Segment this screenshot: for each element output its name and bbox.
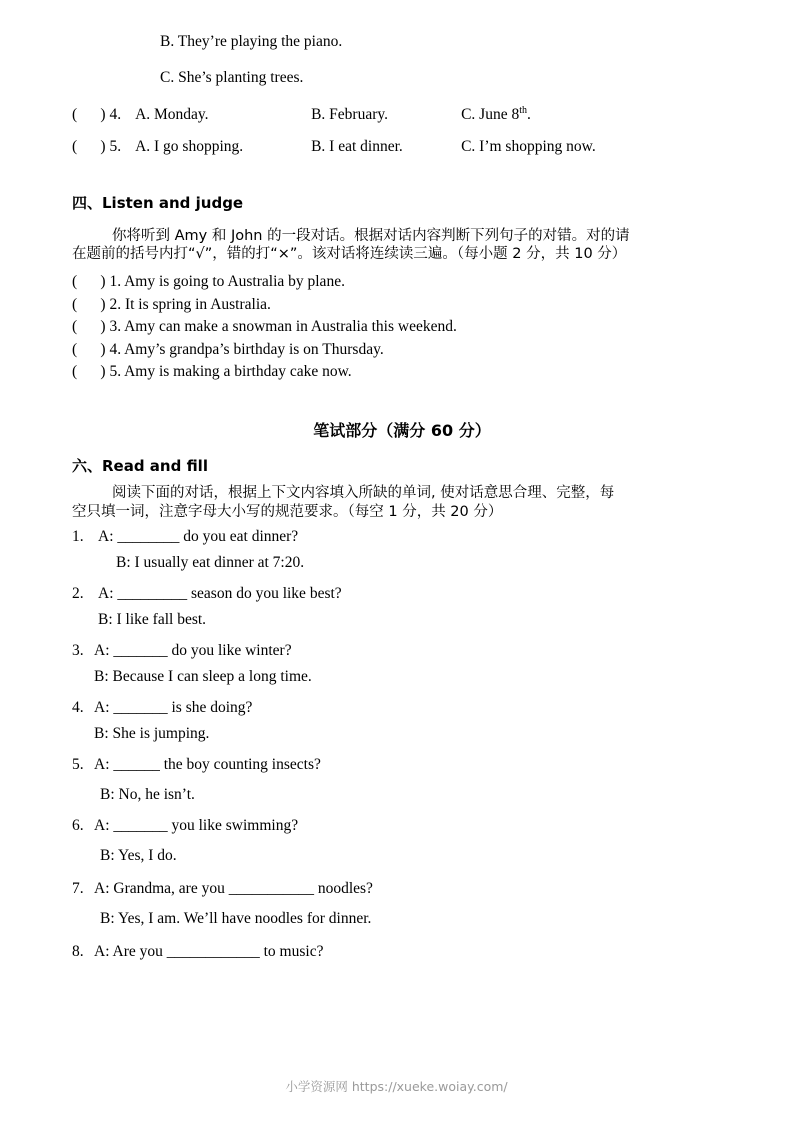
section-six-instruction-2: 空只填一词，注意字母大小写的规范要求。（每空 1 分，共 20 分） bbox=[72, 503, 503, 520]
mc-opt-a-4: A. Monday. bbox=[135, 106, 209, 124]
section-four-heading: 四、Listen and judge bbox=[72, 194, 244, 213]
fill-item-7 bbox=[72, 881, 732, 926]
fill-b-3: B: Because I can sleep a long time. bbox=[94, 667, 312, 685]
fill-a-1: A: ________ do you eat dinner? bbox=[98, 528, 299, 546]
option-b-line: B. They’re playing the piano. bbox=[160, 33, 343, 50]
fill-b-7: B: Yes, I am. We’ll have noodles for dinner. bbox=[100, 909, 372, 927]
fill-item-2 bbox=[72, 586, 732, 627]
mc-row-5 bbox=[72, 138, 732, 156]
mc-bracket-5: ( ) 5. bbox=[72, 138, 122, 156]
fill-item-5 bbox=[72, 757, 732, 802]
written-part-title: 笔试部分（满分 60 分） bbox=[313, 420, 491, 440]
judge-item-1: ( ) 1. Amy is going to Australia by plane. bbox=[72, 273, 345, 291]
fill-item-8 bbox=[72, 944, 732, 960]
fill-b-4: B: She is jumping. bbox=[94, 724, 210, 742]
fill-item-1 bbox=[72, 529, 732, 570]
mc-opt-c-4-tail: . bbox=[526, 106, 531, 124]
gap-2 bbox=[72, 85, 732, 105]
mc-opt-c-4: C. June 8 bbox=[461, 106, 520, 124]
judge-item-3: ( ) 3. Amy can make a snowman in Australia this weekend. bbox=[72, 318, 457, 336]
gap-7 bbox=[72, 384, 732, 418]
gap-1 bbox=[72, 50, 732, 70]
mc-bracket-4: ( ) 4. bbox=[72, 106, 122, 124]
fill-a-2: A: _________ season do you like best? bbox=[98, 585, 342, 603]
gap-9 bbox=[72, 476, 732, 484]
fill-b-1: B: I usually eat dinner at 7:20. bbox=[116, 553, 305, 571]
gap-3 bbox=[72, 124, 732, 138]
fill-a-3: A: _______ do you like winter? bbox=[94, 642, 292, 660]
fill-num-1: 1. bbox=[72, 528, 84, 546]
section-six-instruction-1: 阅读下面的对话，根据上下文内容填入所缺的单词, 使对话意思合理、完整，每 bbox=[112, 484, 615, 501]
option-c-line: C. She’s planting trees. bbox=[160, 68, 304, 86]
fill-num-8: 8. bbox=[72, 943, 84, 961]
gap-8 bbox=[72, 441, 732, 455]
footer-watermark: 小学资源网 https://xueke.woiay.com/ bbox=[285, 1079, 508, 1094]
fill-item-6 bbox=[72, 818, 732, 863]
document-content bbox=[72, 34, 732, 960]
fill-num-4: 4. bbox=[72, 699, 84, 717]
fill-item-4 bbox=[72, 700, 732, 741]
fill-b-5: B: No, he isn’t. bbox=[100, 785, 195, 803]
fill-b-6: B: Yes, I do. bbox=[100, 846, 177, 864]
fill-a-6: A: _______ you like swimming? bbox=[94, 817, 299, 835]
fill-num-2: 2. bbox=[72, 585, 84, 603]
fill-num-7: 7. bbox=[72, 880, 84, 898]
mc-opt-b-5: B. I eat dinner. bbox=[311, 138, 403, 156]
fill-b-2: B: I like fall best. bbox=[98, 610, 207, 628]
judge-item-4: ( ) 4. Amy’s grandpa’s birthday is on Thursday. bbox=[72, 340, 384, 358]
gap-6 bbox=[72, 263, 732, 271]
fill-item-3 bbox=[72, 643, 732, 684]
gap-4 bbox=[72, 156, 732, 192]
judge-item-5: ( ) 5. Amy is making a birthday cake now. bbox=[72, 363, 352, 381]
gap-5 bbox=[72, 213, 732, 227]
judge-item-2: ( ) 2. It is spring in Australia. bbox=[72, 295, 271, 313]
mc-opt-c-4-sup: th bbox=[519, 105, 527, 116]
fill-a-5: A: ______ the boy counting insects? bbox=[94, 756, 321, 774]
section-six-heading: 六、Read and fill bbox=[72, 456, 208, 475]
fill-num-5: 5. bbox=[72, 756, 84, 774]
mc-row-4 bbox=[72, 105, 732, 124]
mc-opt-b-4: B. February. bbox=[311, 106, 388, 124]
mc-opt-c-5: C. I’m shopping now. bbox=[461, 138, 596, 156]
section-four-instruction-2: 在题前的括号内打“√”，错的打“×”。该对话将连续读三遍。（每小题 2 分，共 10 分） bbox=[72, 246, 627, 263]
fill-a-7: A: Grandma, are you ___________ noodles? bbox=[94, 880, 373, 898]
fill-num-6: 6. bbox=[72, 817, 84, 835]
mc-opt-a-5: A. I go shopping. bbox=[135, 138, 244, 156]
fill-a-4: A: _______ is she doing? bbox=[94, 699, 253, 717]
section-four-instruction-1: 你将听到 Amy 和 John 的一段对话。根据对话内容判断下列句子的对错。对的请 bbox=[112, 228, 630, 245]
fill-num-3: 3. bbox=[72, 642, 84, 660]
fill-a-8: A: Are you ____________ to music? bbox=[94, 943, 324, 961]
